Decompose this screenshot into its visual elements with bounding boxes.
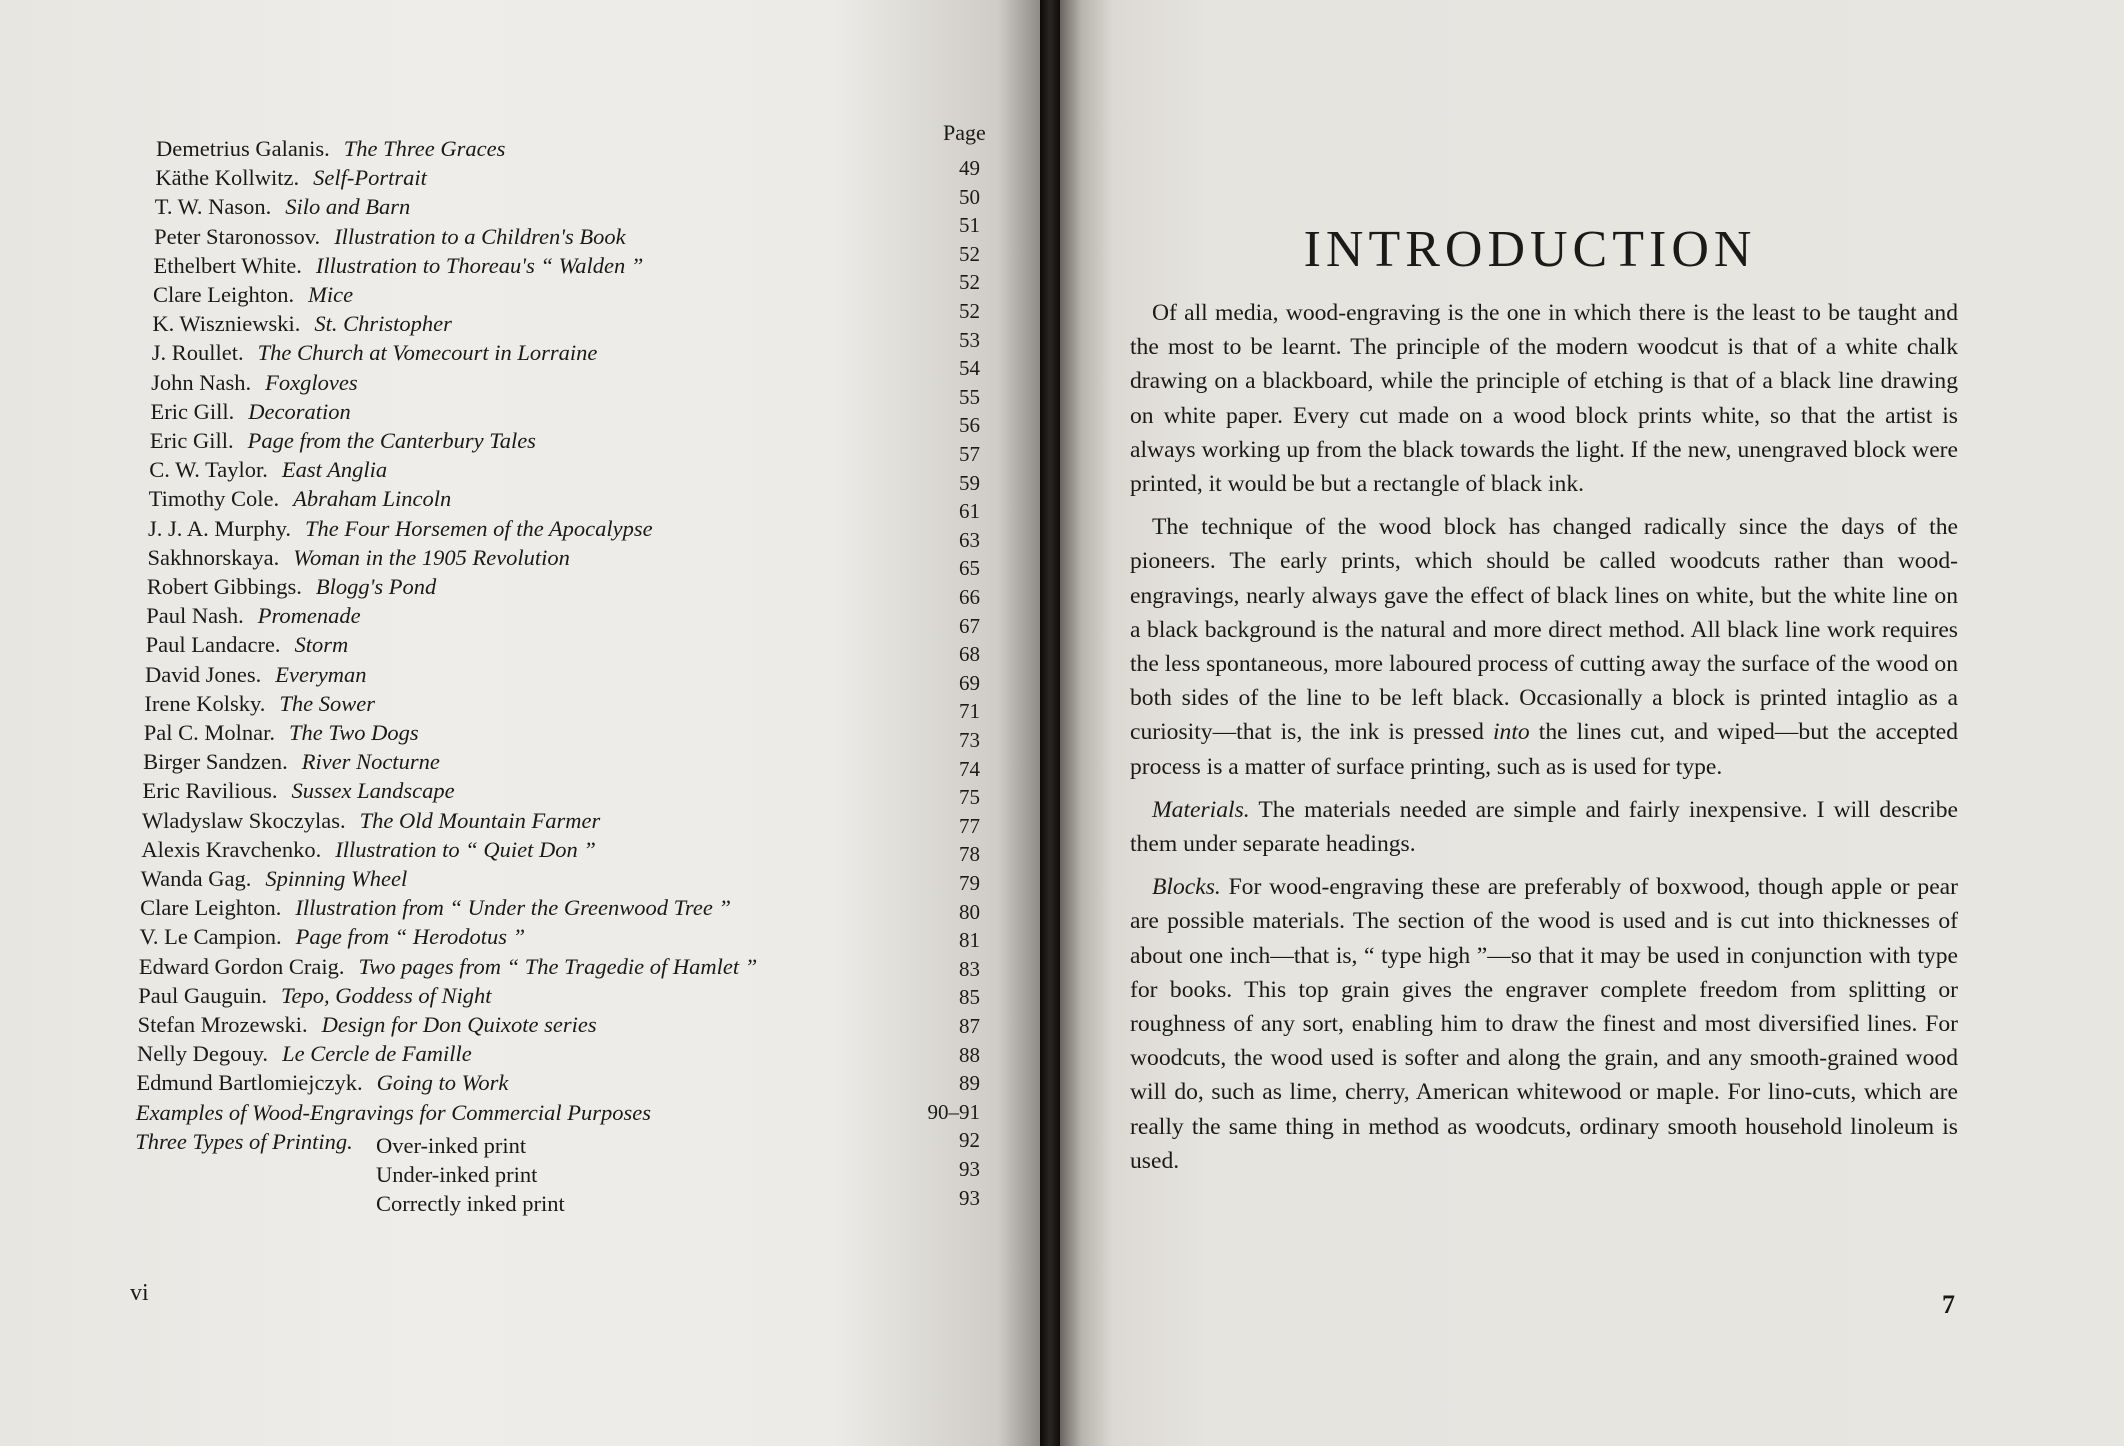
illustration-title: Abraham Lincoln <box>293 486 452 512</box>
artist-name: J. J. A. Murphy. <box>148 515 291 541</box>
artist-name: Nelly Degouy. <box>137 1041 269 1067</box>
illustration-page-number: 79 <box>959 871 980 895</box>
illustration-title: St. Christopher <box>314 311 452 337</box>
illustration-title: Illustration to a Children's Book <box>334 223 626 249</box>
illustration-title: Examples of Wood-Engravings for Commercial Purposes <box>135 1099 651 1125</box>
artist-name: T. W. Nason. <box>154 194 272 220</box>
illustration-entry <box>144 691 375 717</box>
illustration-entry <box>136 1070 508 1096</box>
intro-paragraph-text: The materials needed are simple and fairly inexpensive. I will describe them under separate headings. <box>1130 796 1958 858</box>
illustration-title: Illustration to Thoreau's “ Walden ” <box>315 252 644 278</box>
illustration-title: The Three Graces <box>343 136 506 161</box>
page-number-left: vi <box>130 1280 149 1306</box>
artist-name: Eric Gill. <box>149 428 234 453</box>
illustration-page-number: 73 <box>959 728 980 752</box>
illustration-title: Foxgloves <box>265 369 358 395</box>
illustration-entry <box>148 516 653 542</box>
illustration-title: Everyman <box>275 661 367 687</box>
artist-name: Ethelbert White. <box>153 252 302 278</box>
page-column-label: Page <box>943 120 986 145</box>
illustration-title: The Four Horsemen of the Apocalypse <box>304 515 653 541</box>
illustration-title: Design for Don Quixote series <box>321 1012 597 1037</box>
intro-paragraph-text: The technique of the wood block has changed radically since the days of the pioneers. The early prints, which should be called woodcuts rather than wood-engravings, nearly always gave the effect of black lines on white, but the white line on a black background is the natural and more direct method. All black line work requires the less spontaneous, more laboured process of cutting away the surface of the wood on both sides of the line to be left black. Occasionally a block is printed intaglio as a curiosity—that is, the ink is pressed <box>1130 514 1958 746</box>
illustration-page-number: 93 <box>959 1157 980 1181</box>
printing-type-item: Correctly inked print <box>376 1191 565 1217</box>
illustration-page-number: 88 <box>959 1042 980 1067</box>
illustration-entry <box>138 1012 597 1038</box>
illustration-entry <box>152 340 598 366</box>
intro-paragraph <box>1130 793 1958 861</box>
illustration-page-number: 53 <box>959 327 980 352</box>
illustration-title: Page from “ Herodotus ” <box>295 924 526 950</box>
illustration-entry <box>144 720 419 746</box>
illustration-title: Storm <box>294 632 349 658</box>
introduction-heading: INTRODUCTION <box>1303 221 1757 278</box>
illustration-page-number: 57 <box>959 442 980 466</box>
illustration-entry <box>140 895 731 921</box>
illustration-entry <box>141 866 408 892</box>
left-page <box>0 0 1046 1446</box>
intro-paragraph-text: For wood-engraving these are preferably of boxwood, though apple or pear are possible materials. The section of the wood is used and is cut into thicknesses of about one inch—that is, “ type high ”—so that it may be used in conjunction with type for books. This top grain gives the engraver complete freedom from splitting or roughness of any sort, enabling him to draw the finest and most diversified lines. For woodcuts, the wood used is softer and along the grain, and any smooth-grained wood will do, such as lime, cherry, American whitewood or maple. For lino-cuts, which are really the same thing in method as woodcuts, ordinary smooth household linoleum is used. <box>1130 874 1958 1174</box>
intro-paragraph-text: the lines cut, and wiped—but the accepted process is a matter of surface printing, such as is used for type. <box>1130 719 1958 780</box>
illustration-title: Three Types of Printing. <box>135 1128 353 1154</box>
illustration-title: East Anglia <box>281 457 388 483</box>
book-gutter <box>1040 0 1060 1446</box>
illustration-title: The Sower <box>279 690 376 716</box>
illustration-page-number: 63 <box>959 527 980 552</box>
illustration-entry <box>152 311 452 337</box>
intro-paragraph <box>1130 870 1958 1178</box>
illustration-entry <box>145 662 366 688</box>
artist-name: Birger Sandzen. <box>143 749 288 775</box>
artist-name: Irene Kolsky. <box>144 690 266 716</box>
illustration-entry <box>140 924 526 950</box>
artist-name: Sakhnorskaya. <box>147 544 280 570</box>
artist-name: Edward Gordon Craig. <box>138 953 345 979</box>
artist-name: Paul Gauguin. <box>138 982 268 1008</box>
illustration-entry <box>142 808 600 834</box>
illustration-entry <box>143 778 455 804</box>
illustration-page-number: 51 <box>959 213 980 238</box>
illustration-title: Blogg's Pond <box>315 574 437 599</box>
illustration-title: Illustration to “ Quiet Don ” <box>335 836 596 862</box>
illustration-page-number: 80 <box>959 899 980 924</box>
artist-name: J. Roullet. <box>151 340 244 366</box>
artist-name: C. W. Taylor. <box>149 457 268 483</box>
illustration-title: Two pages from “ The Tragedie of Hamlet ” <box>358 953 758 979</box>
illustrations-list <box>0 0 1040 1446</box>
illustration-page-number: 89 <box>959 1071 980 1096</box>
intro-emphasis: into <box>1492 719 1530 746</box>
illustration-entry <box>146 632 349 658</box>
illustration-page-number: 69 <box>959 670 980 695</box>
illustration-title: River Nocturne <box>301 749 440 775</box>
artist-name: Eric Gill. <box>150 398 235 424</box>
illustration-entry <box>154 224 626 250</box>
illustration-entry <box>147 545 570 571</box>
illustration-page-number: 56 <box>959 413 980 438</box>
artist-name: Robert Gibbings. <box>146 574 302 599</box>
illustration-entry <box>138 983 491 1009</box>
illustration-entry <box>147 574 436 600</box>
illustration-page-number: 52 <box>959 270 980 295</box>
illustration-entry <box>150 428 536 454</box>
artist-name: David Jones. <box>145 661 262 687</box>
illustration-page-number: 52 <box>959 241 980 266</box>
intro-paragraph <box>1130 510 1958 784</box>
illustration-page-number: 92 <box>959 1128 980 1153</box>
illustration-title: The Old Mountain Farmer <box>359 807 601 833</box>
artist-name: Käthe Kollwitz. <box>155 165 300 191</box>
illustration-page-number: 85 <box>959 985 980 1010</box>
illustration-entry <box>146 603 360 629</box>
illustration-entry <box>139 954 757 980</box>
illustration-entry <box>141 837 596 863</box>
illustration-page-number: 71 <box>959 699 980 724</box>
illustration-title: The Church at Vomecourt in Lorraine <box>257 340 598 366</box>
artist-name: John Nash. <box>151 369 252 395</box>
illustration-title: Page from the Canterbury Tales <box>247 428 536 453</box>
illustration-title: Tepo, Goddess of Night <box>281 982 492 1008</box>
illustration-entry <box>154 253 644 279</box>
artist-name: Alexis Kravchenko. <box>141 836 322 862</box>
section-heading-blocks: Blocks. <box>1152 874 1221 901</box>
artist-name: Paul Nash. <box>146 603 244 629</box>
artist-name: Wanda Gag. <box>140 866 252 891</box>
illustration-page-number: 81 <box>959 928 980 953</box>
illustration-page-number: 55 <box>959 384 980 409</box>
artist-name: Eric Ravilious. <box>142 778 278 804</box>
illustration-entry <box>136 1100 651 1126</box>
printing-type-item: Under-inked print <box>376 1162 538 1187</box>
illustration-title: Illustration from “ Under the Greenwood Tree ” <box>295 895 731 921</box>
illustration-page-number: 77 <box>959 813 980 838</box>
artist-name: Edmund Bartlomiejczyk. <box>136 1070 363 1096</box>
illustration-entry <box>149 486 452 512</box>
illustration-title: Mice <box>308 282 354 307</box>
illustration-entry <box>155 165 426 191</box>
artist-name: Demetrius Galanis. <box>156 136 330 161</box>
illustration-page-number: 78 <box>959 842 980 867</box>
illustration-title: Silo and Barn <box>285 194 411 220</box>
illustration-entry <box>155 194 410 220</box>
illustration-entry <box>137 1041 472 1067</box>
introduction-body <box>1130 296 1958 1187</box>
illustration-title: Sussex Landscape <box>291 778 455 804</box>
illustration-page-number: 74 <box>959 756 980 781</box>
illustration-title: Going to Work <box>376 1070 509 1096</box>
illustration-entry <box>151 370 357 396</box>
illustration-page-number: 90–91 <box>927 1099 980 1124</box>
illustration-title: Self-Portrait <box>313 165 427 191</box>
illustration-page-number: 75 <box>959 785 980 810</box>
intro-paragraph: Of all media, wood-engraving is the one in which there is the least to be taught and the most to be learnt. The principle of the modern woodcut is that of a white chalk drawing on a blackboard, while the principle of etching is that of a black line drawing on white paper. Every cut made on a wood block prints white, so that the artist is always working up from the black towards the light. If the new, unengraved block were printed, it would be but a rectangle of black ink. <box>1130 300 1958 498</box>
artist-name: K. Wiszniewski. <box>152 311 301 337</box>
illustration-page-number: 50 <box>959 184 980 209</box>
illustration-title: Spinning Wheel <box>265 866 408 891</box>
illustration-page-number: 52 <box>959 299 980 323</box>
artist-name: V. Le Campion. <box>139 924 282 950</box>
artist-name: Peter Staronossov. <box>154 223 321 249</box>
illustration-page-number: 93 <box>959 1185 980 1210</box>
illustration-title: The Two Dogs <box>289 720 419 745</box>
section-heading-materials: Materials. <box>1152 796 1250 823</box>
illustration-entry <box>143 749 440 775</box>
illustration-title: Woman in the 1905 Revolution <box>293 544 570 570</box>
artist-name: Pal C. Molnar. <box>143 720 276 745</box>
page-number-right: 7 <box>1942 1290 1955 1319</box>
artist-name: Timothy Cole. <box>148 486 280 512</box>
artist-name: Stefan Mrozewski. <box>137 1012 308 1037</box>
artist-name: Paul Landacre. <box>145 632 281 658</box>
illustration-page-number: 59 <box>959 470 980 495</box>
illustration-page-number: 65 <box>959 556 980 581</box>
illustration-entry <box>151 399 351 425</box>
illustration-page-number: 67 <box>959 613 980 638</box>
artist-name: Wladyslaw Skoczylas. <box>141 807 346 833</box>
illustration-page-number: 68 <box>959 642 980 667</box>
illustration-page-number: 83 <box>959 956 980 981</box>
illustration-entry <box>153 282 353 308</box>
illustration-entry <box>156 136 505 162</box>
illustration-page-number: 54 <box>959 356 980 381</box>
artist-name: Clare Leighton. <box>140 895 282 921</box>
illustration-page-number: 66 <box>959 585 980 609</box>
illustration-entry <box>149 457 387 483</box>
illustration-title: Promenade <box>257 603 361 629</box>
illustration-title: Le Cercle de Famille <box>282 1041 472 1067</box>
illustration-title: Decoration <box>248 398 351 424</box>
illustration-page-number: 61 <box>959 499 980 524</box>
illustration-entry <box>135 1129 353 1155</box>
printing-type-item: Over-inked print <box>376 1132 527 1158</box>
illustration-page-number: 49 <box>959 156 980 180</box>
artist-name: Clare Leighton. <box>152 282 295 307</box>
illustration-page-number: 87 <box>959 1014 980 1038</box>
